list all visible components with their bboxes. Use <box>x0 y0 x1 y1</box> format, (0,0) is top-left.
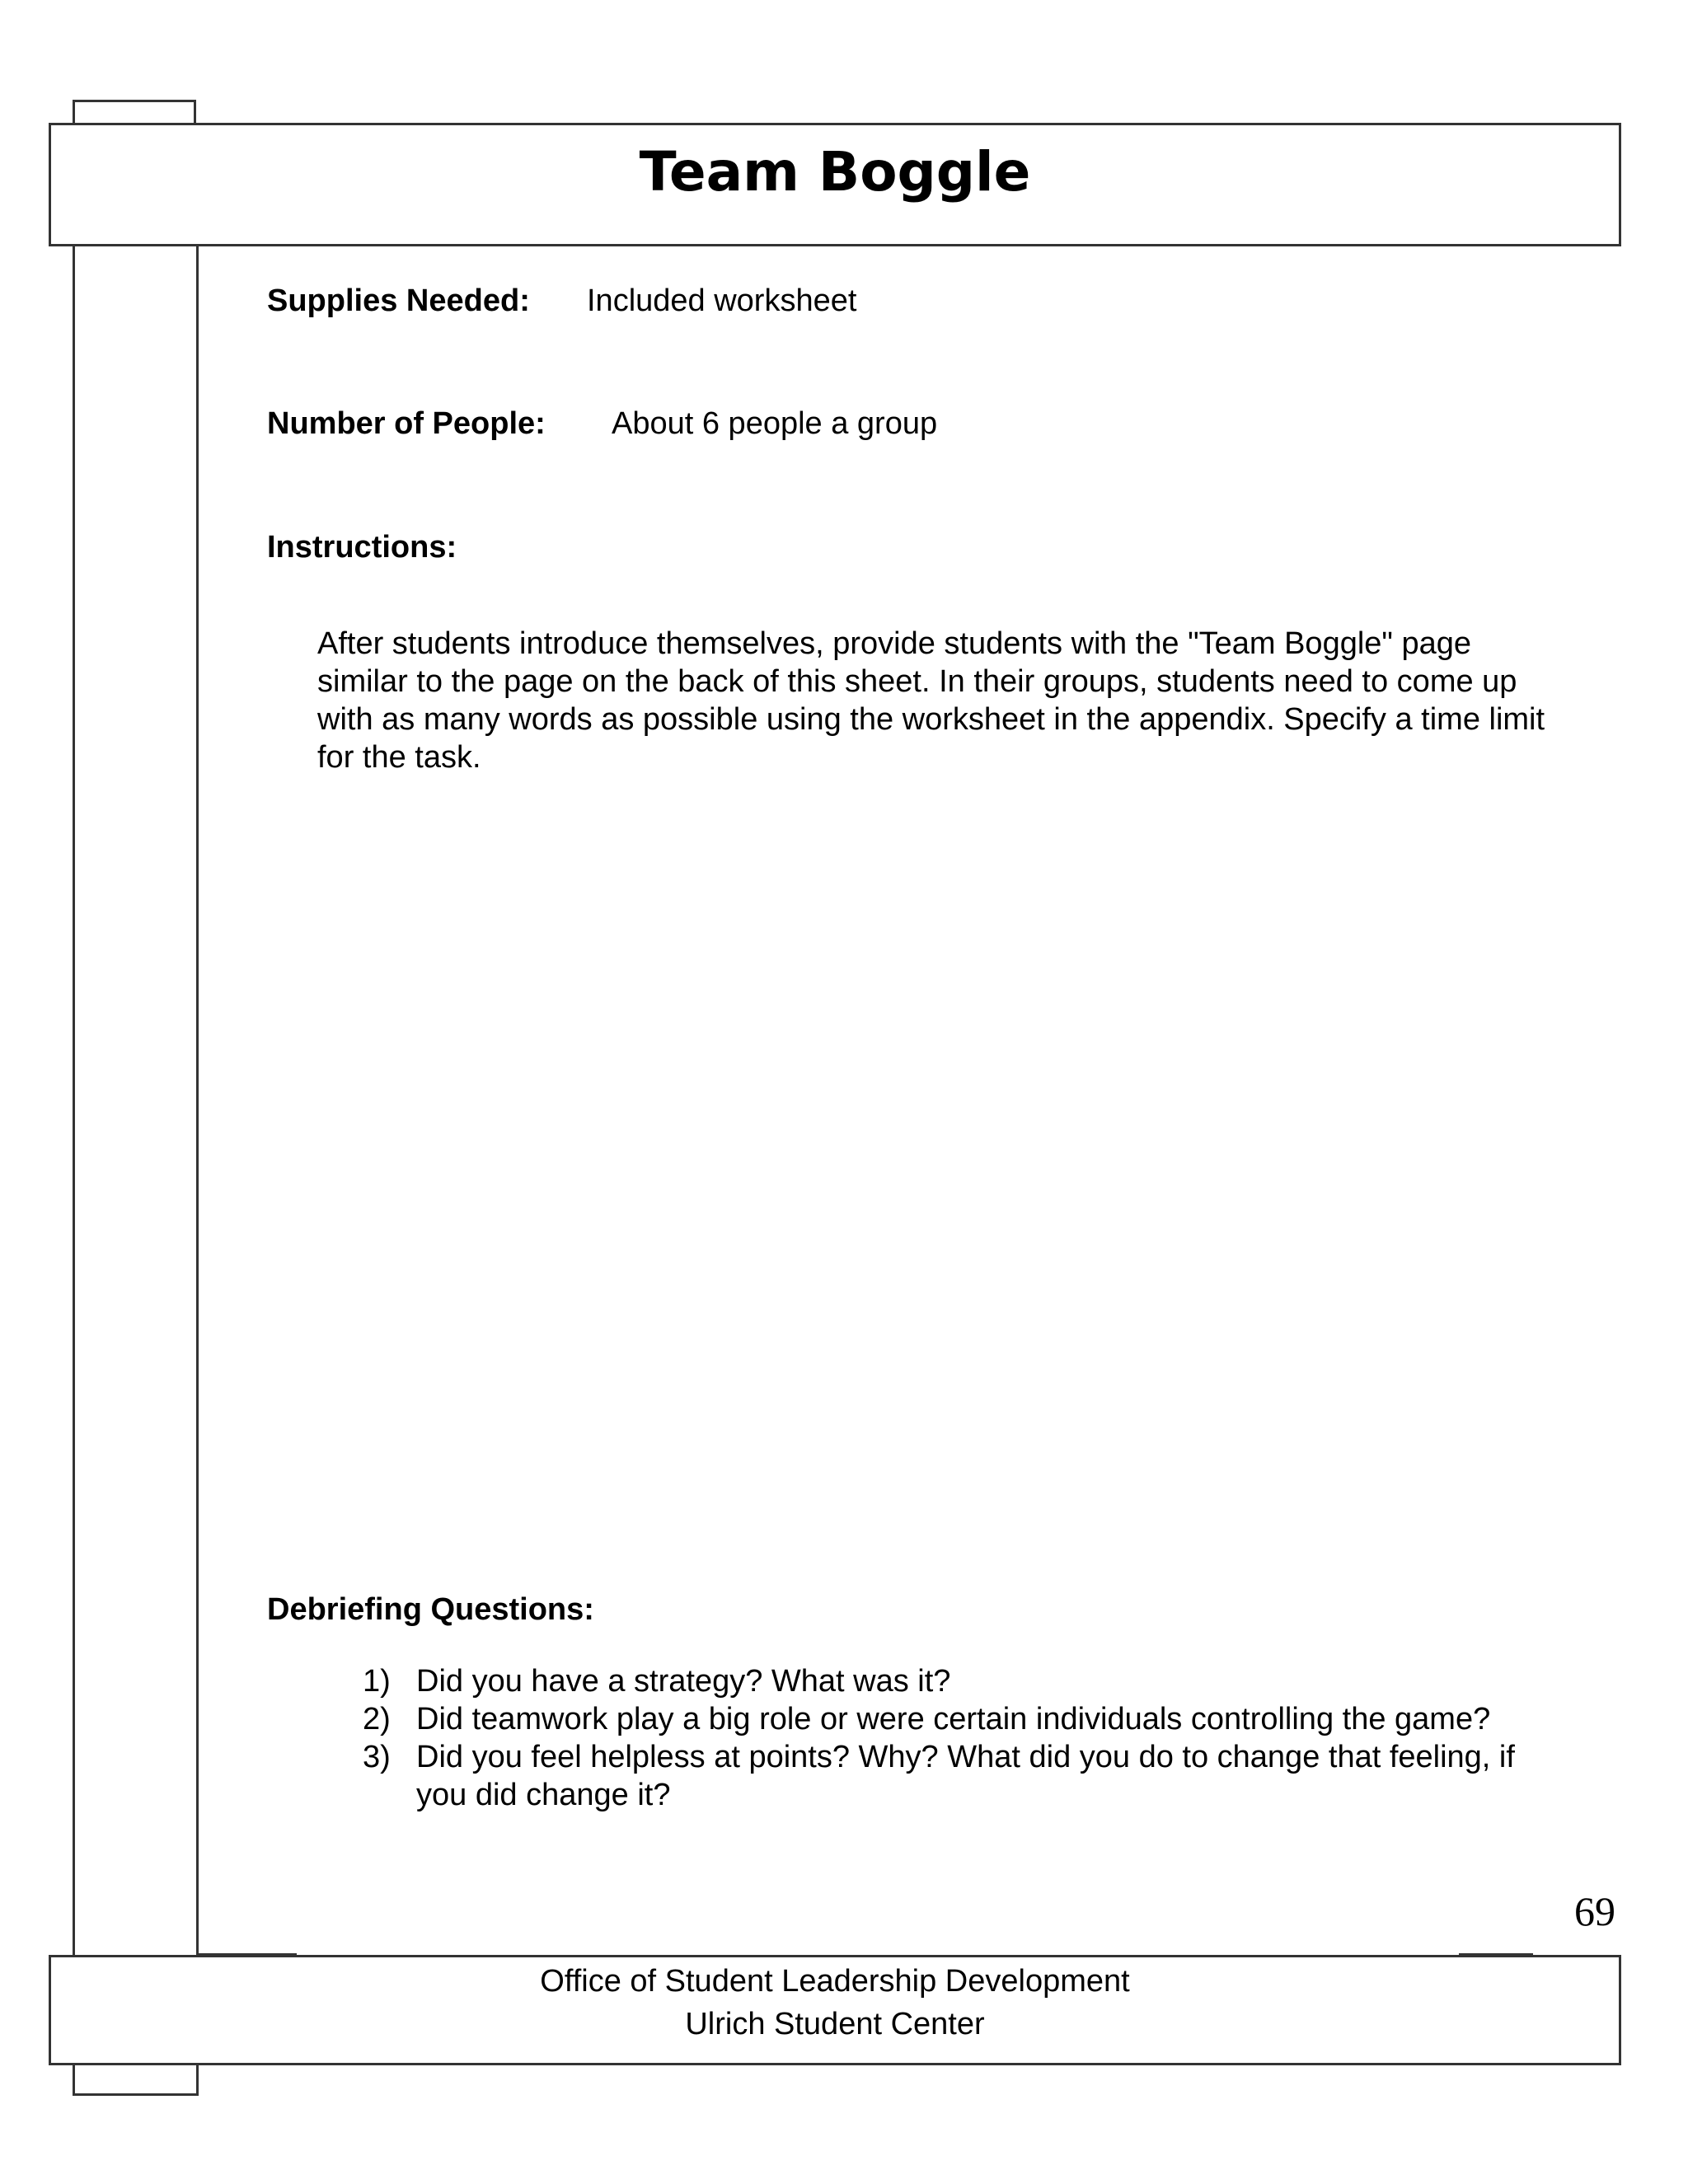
question-item <box>363 1738 1533 1814</box>
question-item <box>363 1662 1533 1700</box>
supplies-value: Included worksheet <box>587 284 857 318</box>
question-number: 1) <box>363 1664 391 1699</box>
people-label: Number of People: <box>267 406 546 441</box>
instructions-label: Instructions: <box>267 530 457 565</box>
question-number: 2) <box>363 1702 391 1736</box>
frame-bottom-tab <box>73 2063 199 2096</box>
question-text: Did you feel helpless at points? Why? What did you do to change that feeling, if you did change it? <box>416 1740 1515 1812</box>
frame-top-tab <box>73 100 196 124</box>
people-value: About 6 people a group <box>612 406 938 441</box>
debriefing-questions <box>363 1662 1533 1814</box>
instructions-text: After students introduce themselves, provide students with the "Team Boggle" page similar to the page on the back of this sheet. In their groups, students need to come up with as many words as possible using the worksheet in the appendix. Specify a time limit for the task. <box>317 626 1545 775</box>
debriefing-label: Debriefing Questions: <box>267 1592 594 1627</box>
question-text: Did teamwork play a big role or were certain individuals controlling the game? <box>416 1702 1491 1736</box>
footer-line-office: Office of Student Leadership Development <box>540 1964 1130 1999</box>
question-number: 3) <box>363 1740 391 1774</box>
page-number: 69 <box>1574 1888 1615 1934</box>
question-item <box>363 1700 1533 1738</box>
page-title: Team Boggle <box>639 140 1031 204</box>
question-text: Did you have a strategy? What was it? <box>416 1664 951 1699</box>
frame-spine <box>73 244 199 1957</box>
footer-line-center: Ulrich Student Center <box>685 2007 985 2041</box>
footer <box>49 1960 1621 2046</box>
supplies-label: Supplies Needed: <box>267 284 530 318</box>
